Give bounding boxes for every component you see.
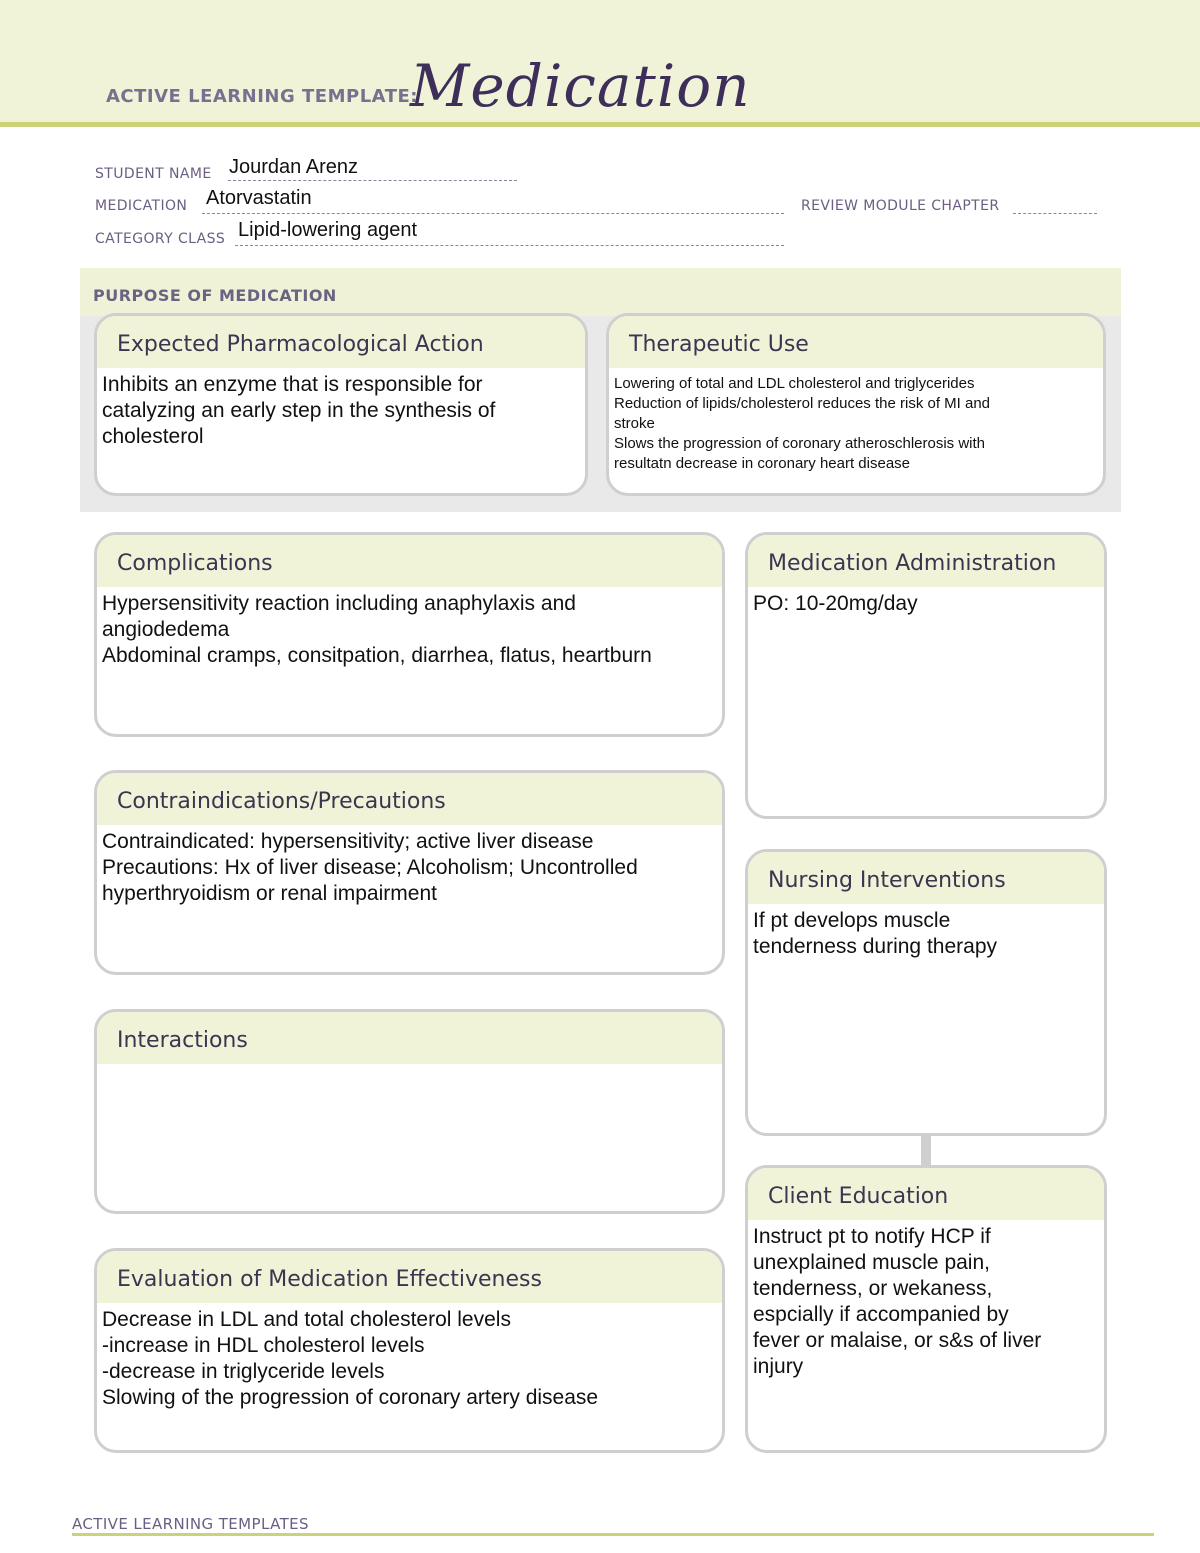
medication-underline — [202, 213, 784, 214]
interactions-text[interactable] — [97, 1064, 722, 1068]
page-title: Medication — [410, 52, 751, 120]
review-module-label: REVIEW MODULE CHAPTER — [801, 198, 1000, 214]
client-education-title: Client Education — [748, 1168, 1104, 1220]
text-line: Slowing of the progression of coronary artery disease — [102, 1386, 599, 1409]
interactions-title: Interactions — [97, 1012, 722, 1064]
text-line: resultatn decrease in coronary heart disease — [614, 455, 911, 472]
text-line: Instruct pt to notify HCP if — [753, 1225, 991, 1248]
administration-title: Medication Administration — [748, 535, 1104, 587]
student-name-label: STUDENT NAME — [95, 166, 212, 182]
text-line: injury — [753, 1355, 804, 1378]
text-line: Reduction of lipids/cholesterol reduces the risk of MI and — [614, 395, 991, 412]
expected-action-title: Expected Pharmacological Action — [97, 316, 585, 368]
evaluation-card — [94, 1248, 725, 1453]
text-line: tenderness, or wekaness, — [753, 1277, 993, 1300]
client-education-card — [745, 1165, 1107, 1453]
expected-action-text[interactable] — [97, 368, 585, 450]
card-connector — [921, 1133, 931, 1165]
complications-card — [94, 532, 725, 737]
complications-text[interactable] — [97, 587, 722, 669]
text-line: Contraindicated: hypersensitivity; active liver disease — [102, 830, 594, 853]
therapeutic-use-card — [606, 313, 1106, 496]
nursing-interventions-title: Nursing Interventions — [748, 852, 1104, 904]
interactions-card — [94, 1009, 725, 1214]
category-class-label: CATEGORY CLASS — [95, 231, 226, 247]
expected-action-card — [94, 313, 588, 496]
text-line: Inhibits an enzyme that is responsible for — [102, 373, 483, 396]
medication-label: MEDICATION — [95, 198, 188, 214]
contraindications-text[interactable] — [97, 825, 722, 907]
text-line: Hypersensitivity reaction including anaphylaxis and — [102, 592, 576, 615]
text-line: angiodedema — [102, 618, 230, 641]
template-label: ACTIVE LEARNING TEMPLATE: — [106, 86, 418, 107]
administration-text[interactable] — [748, 587, 1104, 617]
evaluation-text[interactable] — [97, 1303, 722, 1411]
review-module-field[interactable] — [1013, 213, 1097, 214]
complications-title: Complications — [97, 535, 722, 587]
text-line: Lowering of total and LDL cholesterol and triglycerides — [614, 375, 975, 392]
student-name-field[interactable]: Jourdan Arenz — [229, 156, 358, 178]
nursing-interventions-card — [745, 849, 1107, 1136]
text-line: Abdominal cramps, consitpation, diarrhea, flatus, heartburn — [102, 644, 652, 667]
text-line: Decrease in LDL and total cholesterol levels — [102, 1308, 511, 1331]
text-line: fever or malaise, or s&s of liver — [753, 1329, 1042, 1352]
text-line: catalyzing an early step in the synthesis of — [102, 399, 496, 422]
client-education-text[interactable] — [748, 1220, 1104, 1380]
text-line: unexplained muscle pain, — [753, 1251, 990, 1274]
nursing-interventions-text[interactable] — [748, 904, 1104, 960]
purpose-title: PURPOSE OF MEDICATION — [93, 286, 337, 305]
category-class-field[interactable]: Lipid-lowering agent — [238, 219, 418, 241]
evaluation-title: Evaluation of Medication Effectiveness — [97, 1251, 722, 1303]
text-line: espcially if accompanied by — [753, 1303, 1009, 1326]
contraindications-card — [94, 770, 725, 975]
text-line: If pt develops muscle — [753, 909, 951, 932]
text-line: -increase in HDL cholesterol levels — [102, 1334, 425, 1357]
text-line: Slows the progression of coronary atheroschlerosis with — [614, 435, 986, 452]
category-class-underline — [235, 245, 784, 246]
administration-card — [745, 532, 1107, 819]
medication-field[interactable]: Atorvastatin — [206, 187, 312, 209]
footer-divider — [72, 1533, 1154, 1536]
header-divider — [0, 122, 1200, 127]
text-line: stroke — [614, 415, 655, 432]
text-line: cholesterol — [102, 425, 204, 448]
student-name-underline — [228, 180, 517, 181]
text-line: -decrease in triglyceride levels — [102, 1360, 385, 1383]
contraindications-title: Contraindications/Precautions — [97, 773, 722, 825]
therapeutic-use-title: Therapeutic Use — [609, 316, 1103, 368]
text-line: tenderness during therapy — [753, 935, 997, 958]
text-line: PO: 10-20mg/day — [753, 592, 918, 615]
text-line: hyperthryoidism or renal impairment — [102, 882, 437, 905]
text-line: Precautions: Hx of liver disease; Alcoholism; Uncontrolled — [102, 856, 638, 879]
footer-label: ACTIVE LEARNING TEMPLATES — [72, 1515, 309, 1533]
therapeutic-use-text[interactable] — [609, 368, 1103, 474]
